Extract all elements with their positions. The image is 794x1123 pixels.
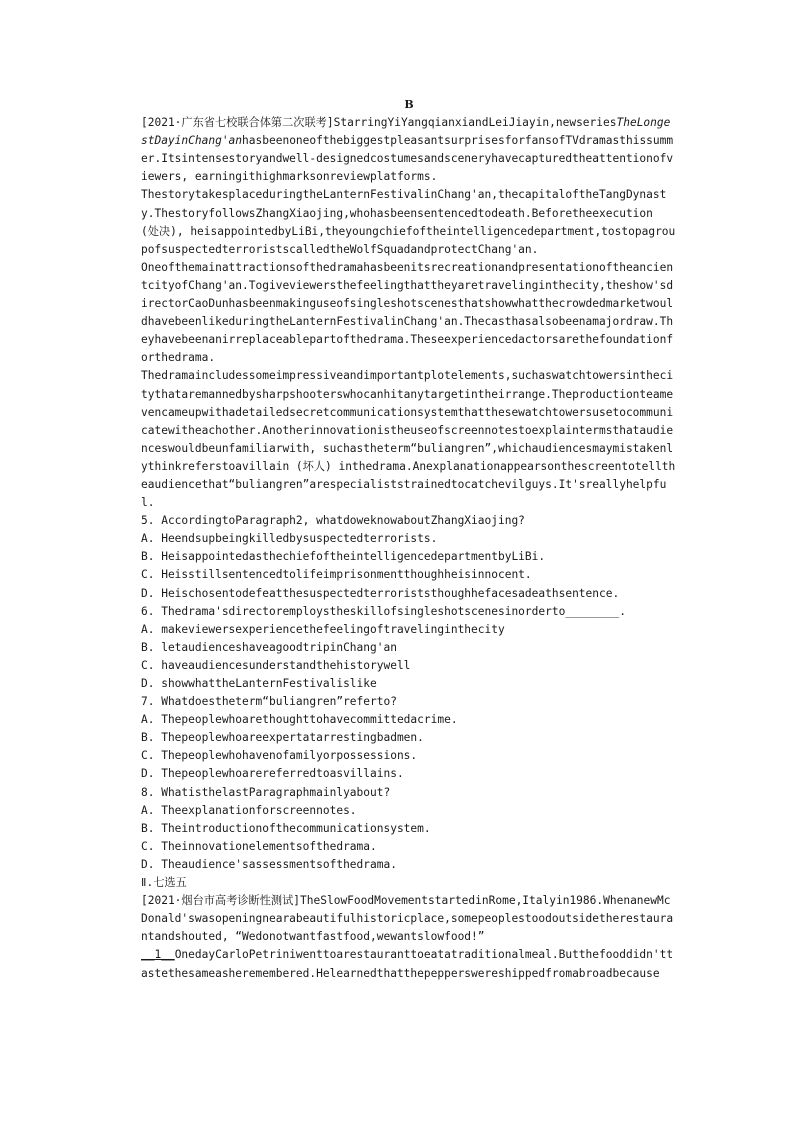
- document-page: [141, 96, 677, 983]
- question-6: [141, 603, 677, 693]
- question-stem: 6. Thedrama'sdirectoremploystheskillofsingleshotscenesinorderto________.: [141, 604, 626, 618]
- option-a: A. Thepeoplewhoarethoughttohavecommittedacrime.: [141, 713, 458, 727]
- section-ii-paragraph-1: [2021·烟台市高考诊断性测试]TheSlowFoodMovementstartedinRome,Italyin1986.WhenanewMcDonald'swasopeningnearabeautifulhistoricplace,somepeoplestoodoutsidetherestaurantandshouted, “Wedonotwantfastfood,wewantslowfood!”: [141, 894, 674, 944]
- option-d: D. Heischosentodefeatthesuspectedterroriststhoughhefacesadeathsentence.: [141, 586, 620, 600]
- passage-b-paragraph-2: ThestorytakesplaceduringtheLanternFestivalinChang'an,thecapitaloftheTangDynasty.ThestoryfollowsZhangXiaojing,whohasbeensentencedtodeath.Beforetheexecution (处决), heisappointedbyLiBi,theyoungchiefoftheintelligencedepartment,tostopagroupofsuspectedterroristscalledtheWolfSquadandprotectChang'an.: [141, 188, 676, 256]
- source-tag: [2021·烟台市高考诊断性测试]: [141, 894, 301, 908]
- option-a: A. Theexplanationforscreennotes.: [141, 803, 357, 817]
- option-b: B. Thepeoplewhoareexpertatarrestingbadmen.: [141, 731, 424, 745]
- option-c: C. Heisstillsentencedtolifeimprisonmentthoughheisinnocent.: [141, 568, 532, 582]
- passage-b-paragraph-3: OneofthemainattractionsofthedramahasbeenitsrecreationandpresentationoftheancientcityofChang'an.Togiveviewersthefeelingthattheyaretravelinginthecity,theshow'sdirectorCaoDunhasbeenmakinguseofsingleshotscenesthatshowwhatthecrowdedmarketwouldhavebeenlikeduringtheLanternFestivalinChang'an.Thecasthasalsobeenamajordraw.Theyhavebeenanirreplaceablepartofthedrama.Theseexperiencedactorsarethefoundationforthedrama.: [141, 260, 674, 365]
- section-ii-paragraph-2: __1__OnedayCarloPetriniwenttoarestauranttoeatatraditionalmeal.Butthefooddidn'ttastethesameasheremembered.Helearnedthatthepepperswereshippedfromabroadbecause: [141, 948, 674, 980]
- option-a: A. makeviewersexperiencethefeelingoftravelinginthecity: [141, 622, 505, 636]
- passage-b-paragraph-4: Thedramaincludessomeimpressiveandimportantplotelements,suchaswatchtowersinthecitythataremannedbysharpshooterswhocanhitanytargetintheirrange.Theproductionteamevencameupwithadetailedsecretcommunicationsystemthatthesewatchtowersusetocommunicatewitheachother.Anotherinnovationistheuseofscreennotestoexplaintermsthataudienceswouldbeunfamiliarwith, suchastheterm“buliangren”,whichaudiencesmaymistakenlythinkreferstoavillain (坏人) inthedrama.Anexplanationappearsonthescreentotelltheaudiencethat“buliangren”arespecialiststrainedtocatchevilguys.It'sreallyhelpful.: [141, 369, 676, 510]
- question-stem: 8. WhatisthelastParagraphmainlyabout?: [141, 785, 391, 799]
- option-b: B. letaudienceshaveagoodtripinChang'an: [141, 640, 397, 654]
- drama-title: TheLongestDayinChang'an: [141, 116, 671, 148]
- question-8: [141, 784, 677, 874]
- question-stem: 7. Whatdoestheterm“buliangren”referto?: [141, 695, 397, 709]
- option-a: A. Heendsupbeingkilledbysuspectedterrorists.: [141, 532, 438, 546]
- option-d: D. Theaudience'sassessmentsofthedrama.: [141, 857, 397, 871]
- question-7: [141, 693, 677, 783]
- section-heading: B: [404, 98, 414, 111]
- option-c: C. haveaudiencesunderstandthehistorywell: [141, 658, 411, 672]
- section-ii-title: Ⅱ.七选五: [141, 876, 187, 890]
- option-d: D. Thepeoplewhoarereferredtoasvillains.: [141, 767, 404, 781]
- passage-b-paragraph-1: [2021·广东省七校联合体第二次联考]StarringYiYangqianxiandLeiJiayin,newseriesTheLongestDayinChang'anhasbeenoneofthebiggestpleasantsurprisesforfansofTVdramasthissummer.Itsintensestoryandwell-designedcostumesandsceneryhavecapturedtheattentionofviewers, earningithighmarksonreviewplatforms.: [141, 116, 674, 184]
- source-tag: [2021·广东省七校联合体第二次联考]: [141, 116, 334, 130]
- blank-1: __1__: [141, 948, 175, 962]
- option-b: B. Theintroductionofthecommunicationsystem.: [141, 821, 431, 835]
- option-c: C. Thepeoplewhohavenofamilyorpossessions.: [141, 749, 418, 763]
- option-c: C. Theinnovationelementsofthedrama.: [141, 839, 377, 853]
- option-d: D. showwhattheLanternFestivalislike: [141, 677, 377, 690]
- question-stem: 5. AccordingtoParagraph2, whatdoweknowaboutZhangXiaojing?: [141, 514, 525, 528]
- question-5: [141, 512, 677, 602]
- option-b: B. HeisappointedasthechiefoftheintelligencedepartmentbyLiBi.: [141, 550, 546, 564]
